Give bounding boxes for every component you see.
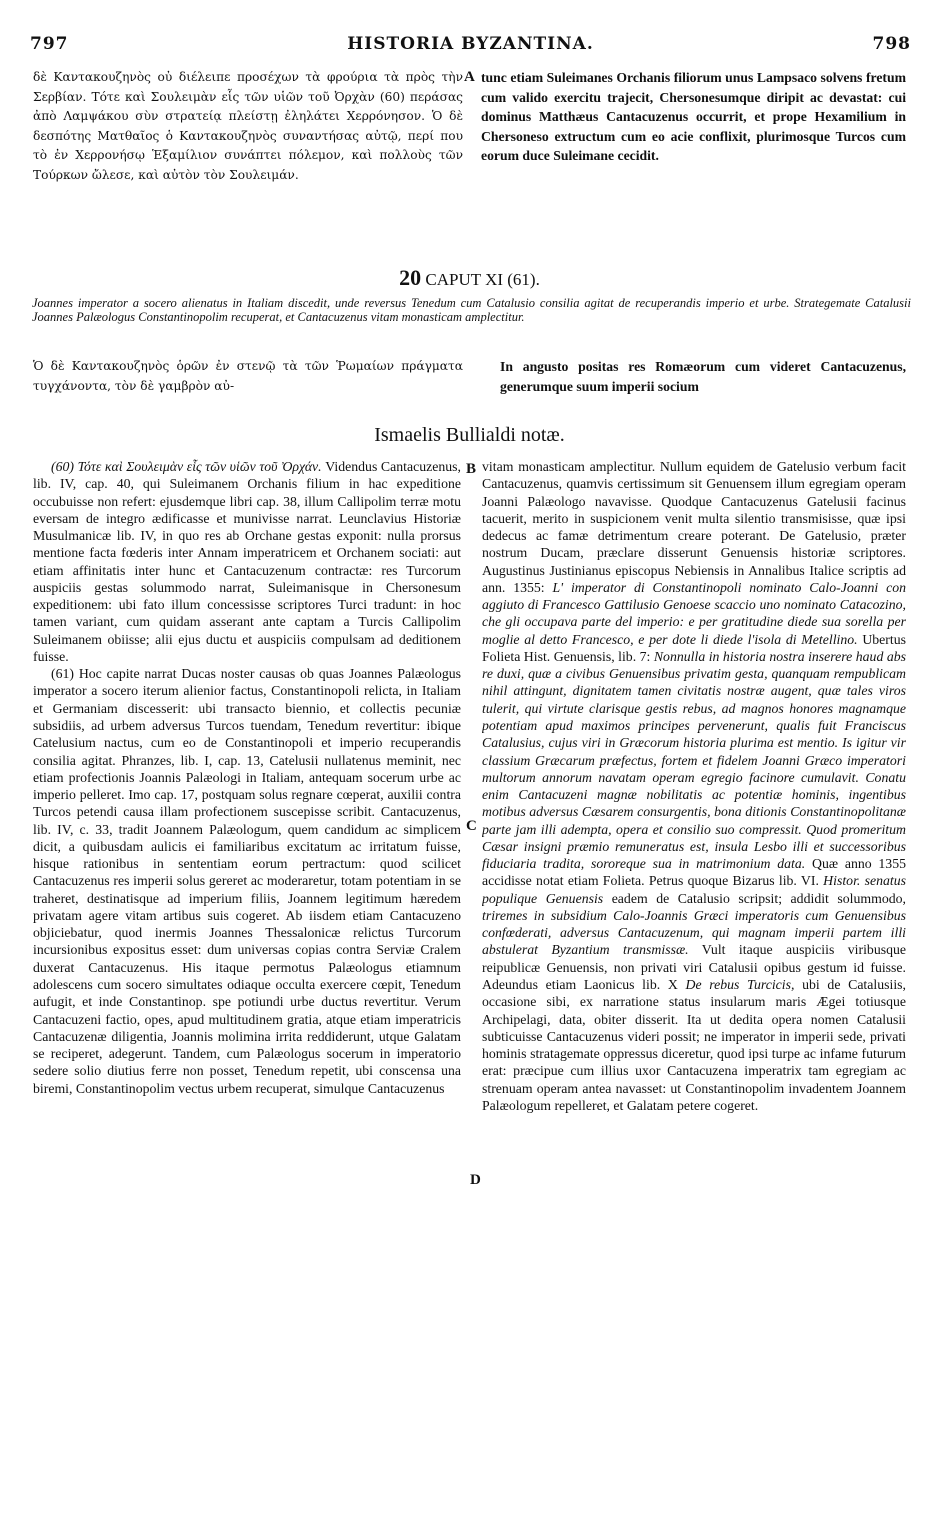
greek-paragraph-top: δὲ Καντακουζηνὸς οὐ διέλειπε προσέχων τὰ φρούρια τὰ πρὸς τὴν Σερβίαν. Τότε καὶ Σουλειμὰν εἷς τῶν υἱῶν τοῦ Ὀρχὰν (60) περάσας ἀπὸ Λαμψάκου σὺν στρατείᾳ πλείστῃ ἐληλάτει Χερρόνησον. Ὁ δὲ δεσπότης Ματθαῖος ὁ Καντακουζηνὸς συναντήσας αὐτῷ, περί που τὸ ἐν Χερρονήσῳ Ἑξαμίλιον συνάπτει πόλεμον, καὶ πολλοὺς τῶν Τούρκων ὤλεσε, καὶ αὐτὸν τὸν Σουλειμάν.	[33, 70, 463, 182]
latin-paragraph-mid: In angusto positas res Romæorum cum videret Cantacuzenus, generumque suum imperii socium	[500, 359, 906, 394]
latin-paragraph-top: tunc etiam Suleimanes Orchanis filiorum unus Lampsaco solvens fretum cum valido exercitu trajecit, Chersonesumque diripit ac devastat: cui dominus Matthæus Cantacuzenus occurrit, et prope Hexamilium in Chersoneso extructum cum eo acie conflixit, plurimosque Turcos cum eorum duce Suleimane cecidit.	[481, 70, 906, 164]
note-61: (61) Hoc capite narrat Ducas noster causas ob quas Joannes Palæologus imperator a socero iterum alienior factus, Constantinopoli relicta, in Italiam et Germaniam discesserit: ubi transacto biennio, et collectis pecuniæ subsidiis, ad urbem adversus Turcos tuendam, Tenedum revertitur: ibique Catelusium nactus, cum eo de Constantinopoli et imperio recuperandis consilia agitat. Phranzes, lib. I, cap. 13, Catelusii nullatenus meminit, nec etiam profectionis Joannis Palæologi in Italiam, antequam socerum urbe ac imperio pelleret. Imo cap. 17, postquam solus regnare cœperat, auxilii contra Turcos petendi causa illam profectionem suscepisse scribit. Cantacuzenus, lib. IV, c. 33, tradit Joannem Palæologum, quem candidum ac simplicem dicit, a quibusdam aulicis ei familiaribus excitatum ac irritatum fuisse, hisque rationibus in sententiam eorum pertractum: quod scilicet Cantacuzenus res imperii solus gereret ac moderaretur, totam potentiam in se traheret, destinatisque ad imperium filiis, Joannem legitimum hæredem privatam agere vitam artibus suis cogeret. Ab iisdem etiam Cantacuzeno objiciebatur, quod inermis Joannes Thessalonicæ relictus Turcorum incursionibus expositus esset: dum universas copias contra Serviæ Cralem duxerat Cantacuzenus. His itaque permotus Palæologus etiamnum adolescens cum socero simultates odiaque occulta exercere cœpit, Tenedum aufugit, et inde Constantinop. spe potiundi urbe ductus revertitur. Verum Cantacuzeni factio, opes, apud multitudinem gratia, atque etiam imperatricis Cantacuzenæ diligentia, Joannis molimina irrita reddiderunt, utque Galatam se reciperet, adegerunt. Tandem, cum Palæologus socerum in imperatorio sedere solio diutius ferre non posset, Tenedum repetit, ubi conscensa una biremi, Constantinopolim vectus urbem recuperat, simulque Cantacuzenus	[33, 666, 461, 1096]
margin-marker-c: C	[466, 818, 477, 834]
notes-right-column	[482, 458, 906, 1500]
running-title: HISTORIA BYZANTINA.	[347, 34, 594, 54]
greek-text-mid	[33, 357, 463, 399]
margin-marker-a: A	[464, 69, 475, 85]
note-right-text-g: eadem de Catalusio scripsit; addidit solummodo,	[611, 890, 906, 906]
page-number-left: 797	[30, 34, 69, 54]
note-right-text-i: Vult itaque auspiciis viribusque reipublicæ Genuensis, non privati viri Catalusii opibus gestum id fuisse. Adeundus etiam Laonicus lib. X	[482, 942, 906, 992]
chapter-heading	[0, 265, 939, 291]
chapter-summary: Joannes imperator a socero alienatus in Italiam discedit, unde reversus Tenedum cum Catalusio consilia agitat de recuperandis imperio et urbe. Strategemate Catalusii Joannes Palæologus Constantinopolim recuperat, et Cantacuzenus vitam monasticam amplectitur.	[32, 296, 911, 324]
notes-heading: Ismaelis Bullialdi notæ.	[374, 424, 565, 446]
note-right-text-k: ubi de Catalusiis, occasione sibi, ex narratione status insularum maris Ægei totiusque Archipelagi, data, obiter disserit. Ita ut dedita opera nomen Catalusii subticuisse Cantacuzenus videri possit; ne imperator in imperii sede, privati hominis stratagemate oppressus diceretur, quod ipsi turpe ac infame futurum erat: præcipue cum illius uxor Cantacuzena imperatrix tam egregiam ac strenuam operam antea navasset: ut Constantinopolim invadentem Joannem Palæologum repelleret, et Galatam petere cogeret.	[482, 976, 906, 1113]
folieta-quotation: Nonnulla in historia nostra inserere haud abs re duxi, quæ a civibus Genuensibus privatim gesta, quanquam rempublicam nihil attingunt, dignitatem tamen civitatis nostræ augent, quæ tales viros tulerit, qui virtute clarisque gestis rebus, ad magnos honores magnamque potentiam apud maximos principes pervenerunt, qualis fuit Franciscus Catalusius, cujus viri in Græcorum historia plurima est mentio. Is igitur vir classium Græcarum præfectus, fortem et fidelem Joanni Græco imperatori multorum annorum navatam operam egregio facinore cumulavit. Conatu enim Cantacuzeni magnæ nobilitatis ac potentiæ hominis, ingentibus motibus adversus Cæsarem consurgentis, bona ditionis Constantinopolitanæ parte jam illi adempta, opera et consilio suo compressit. Quod promeritum Cæsar insigni præmio remuneratus est, insula Lesbo illi et successoribus fiduciaria tradita, sororeque sua in matrimonium data.	[482, 648, 906, 872]
note-right-text-e: Quæ anno 1355 accidisse notat etiam Folieta. Petrus quoque Bizarus lib. VI.	[482, 856, 906, 889]
note-60-body: Videndus Cantacuzenus, lib. IV, cap. 40, qui Suleimanem Orchanis filium in hac expeditione occubuisse non refert: ejusdemque libri cap. 38, illum Callipolim terræ motu eversam de integro ædificasse et munivisse narrat. Leunclavius Historiæ Musulmanicæ lib. IV, in quo res ab Orchane gestas exponit: nulla prorsus mentione facta fœderis inter Annam imperatricem et Orchanem sociati: aut etiam affinitatis inter hunc et Cantacuzenum contractæ: res Turcorum auspiciis gestas solummodo narrat, Suleimanisque in Chersonesum expeditionem: ubi fato illum concessisse scriptores Turci tradunt: in hoc tamen variant, cum quidam asserant ante captam a Turcis Callipolim Suleimanem obiisse; alii ejus ductu et auspiciis compulsam ad deditionem fuisse.	[33, 459, 461, 664]
latin-text-top	[481, 68, 906, 268]
latin-text-mid	[500, 357, 906, 399]
greek-text-top	[33, 68, 463, 278]
note-right-text-c: Ubertus Folieta Hist. Genuensis, lib. 7:	[482, 631, 906, 664]
note-60-lead: (60) Τότε καὶ Σουλειμὰν εἷς τῶν υἱῶν τοῦ Ὀρχάν.	[51, 459, 322, 474]
laonicus-title: De rebus Turcicis,	[685, 976, 795, 992]
running-header	[30, 34, 911, 58]
chapter-title: CAPUT XI (61).	[425, 270, 540, 289]
margin-marker-d: D	[470, 1172, 481, 1188]
bizarus-title: Histor. senatus populique Genuensis	[482, 873, 906, 906]
note-right-text-a: vitam monasticam amplectitur. Nullum equidem de Gatelusio verbum facit Cantacuzenus, quamvis certissimum sit Genuensem illum egregiam operam Joanni Palæologo navavisse. Quodque Cantacuzenus Gatelusii facinus tacuerit, merito in suspicionem venit multa silentio transmisisse, quæ ipsi dedecus ac famæ detrimentum creare poterant. De Gatelusio, præter nostrum Ducam, præclare disserunt Genuensis historiæ scriptores. Augustinus Justinianus episcopus Nebiensis in Annalibus Italice scriptis ad ann. 1355:	[482, 459, 906, 595]
greek-paragraph-mid: Ὁ δὲ Καντακουζηνὸς ὁρῶν ἐν στενῷ τὰ τῶν Ῥωμαίων πράγματα τυγχάνοντα, τὸν δὲ γαμβρὸν αὐ-	[33, 359, 463, 393]
note-61-continued	[482, 458, 906, 1114]
margin-marker-b: B	[466, 461, 477, 477]
italian-quotation: L' imperator di Constantinopoli nominato Calo-Joanni con aggiuto di Francesco Gattilusio Genoese scaccio uno nominato Catacozino, che gli occupava parte del imperio: e per gratitudine diede sua sorella per moglie al detto Francesco, e per dote li diede l'isola di Metellino.	[482, 579, 906, 647]
page-number-right: 798	[872, 34, 911, 54]
note-60	[33, 458, 461, 665]
notes-left-column	[33, 458, 461, 1500]
chapter-number: 20	[399, 265, 422, 290]
bizarus-quotation: triremes in subsidium Calo-Joannis Græci imperatoris cum Genuensibus confœderati, adversus Cantacuzenum, qui magnam imperii partem illi abstulerat Byzantium transmissæ.	[482, 907, 906, 958]
